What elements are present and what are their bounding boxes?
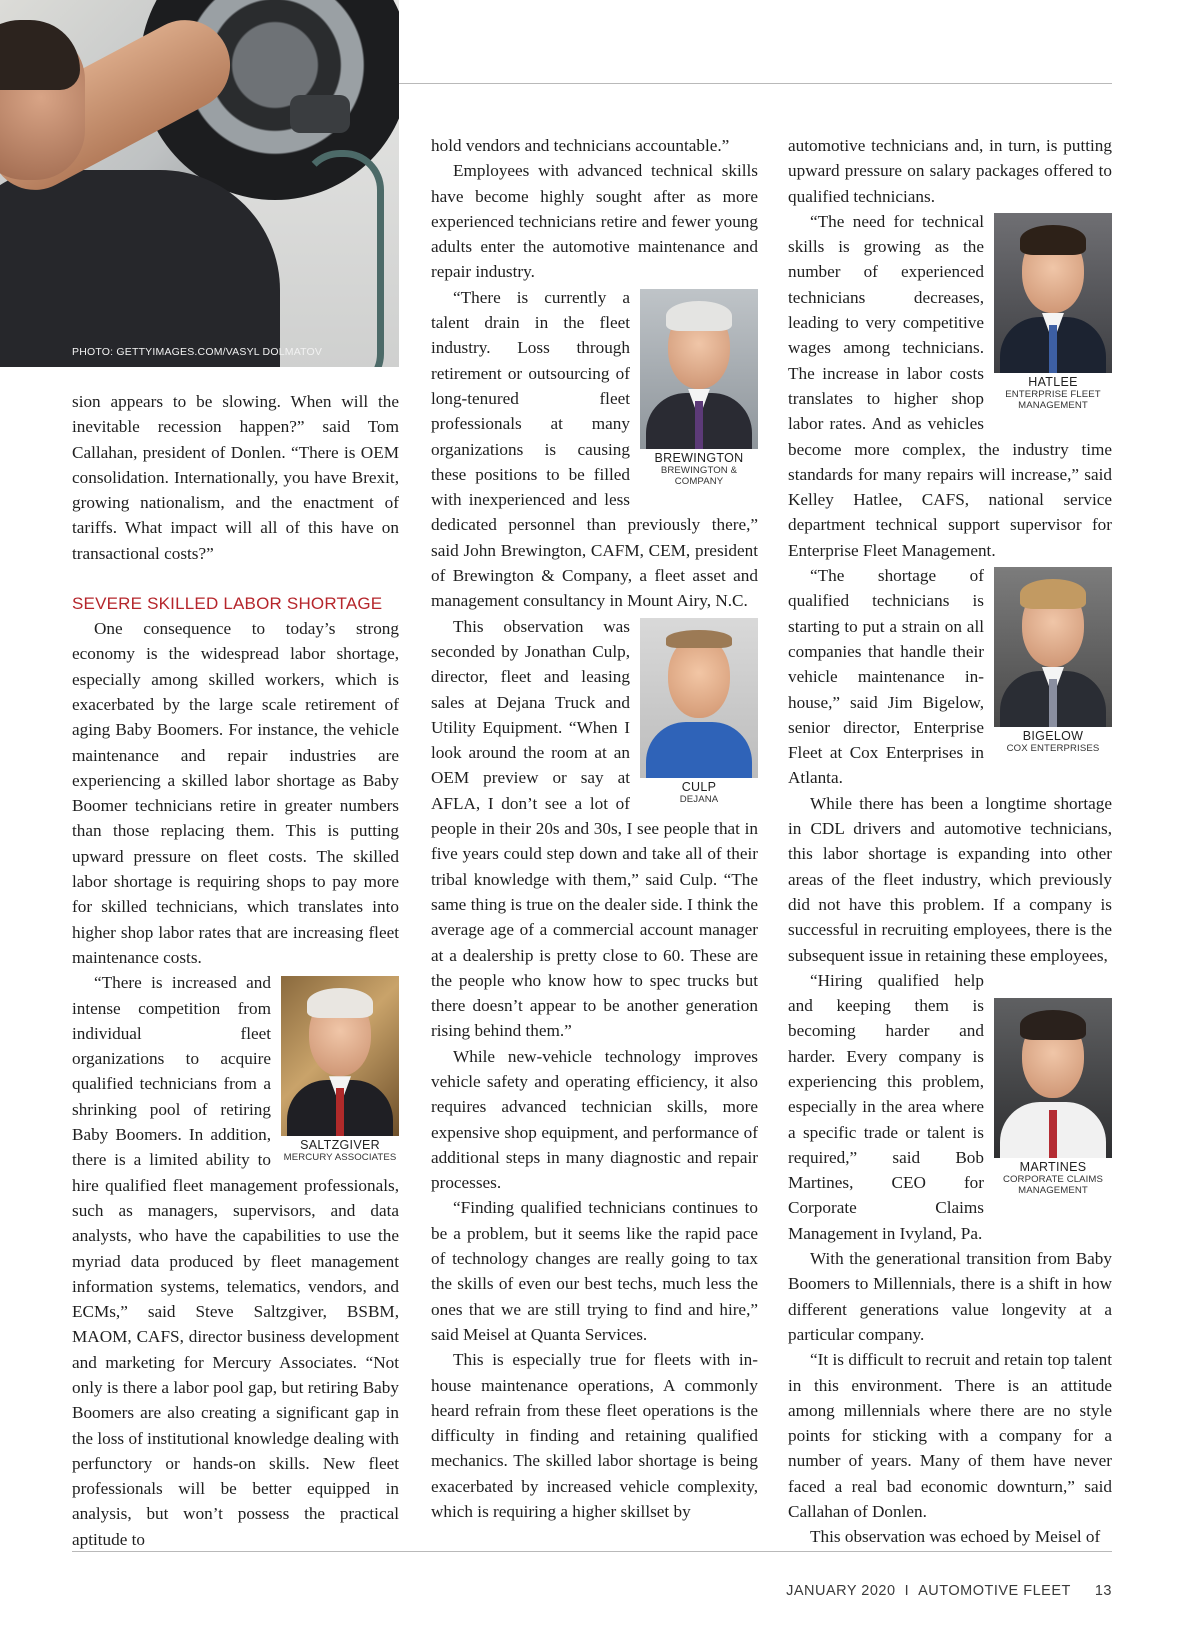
impact-wrench <box>290 95 350 133</box>
portrait-name: CULP <box>681 779 717 794</box>
paragraph: Employees with advanced technical skills have become highly sought after as more experienced technicians retire and fewer young adults enter the automotive maintenance and repair industry. <box>431 161 758 282</box>
portrait-culp <box>640 618 758 805</box>
portrait-org: MERCURY ASSOCIATES <box>283 1152 397 1164</box>
portrait-hatlee <box>994 213 1112 411</box>
portrait-name: BREWINGTON <box>654 450 744 465</box>
paragraph: This observation was seconded by Jonathan Culp, director, fleet and leasing sales at Dejana Truck and Utility Equipment. “When I look around the room at an OEM preview or say at AFLA, I don’t see a lot of people in their 20s and 30s, I see people that in five years could step down and take all of their tribal knowledge with them,” said Culp. “The same thing is true on the dealer side. I think the average age of a commercial account manager at a dealership is pretty close to 60. These are the people who know how to spec trucks but there doesn’t appear to be another generation rising behind them.” <box>431 616 758 1041</box>
paragraph: “It is difficult to recruit and retain top talent in this environment. There is an attitude among millennials where there are no style points for sticking with a company for a number of years. Many of them have never faced a real bad economic downturn,” said Callahan of Donlen. <box>788 1350 1112 1522</box>
paragraph: “There is increased and intense competition from individual fleet organizations to acquire qualified technicians from a shrinking pool of retiring Baby Boomers. In addition, there is a limited ability to hire qualified fleet management professionals, such as managers, supervisors, and data analysts, who have the capabilities to use the myriad data produced by fleet management information systems, telematics, vendors, and ECMs,” said Steve Saltzgiver, BSBM, MAOM, CAFS, director business development and marketing for Mercury Associates. “Not only is there a labor pool gap, but retiring Baby Boomers are also creating a significant gap in the loss of institutional knowledge dealing with perfunctory or hands-on skills. New fleet professionals will be better equipped in analysis, but won’t possess the practical aptitude to <box>72 973 399 1549</box>
footer-date: JANUARY 2020 <box>786 1583 896 1599</box>
paragraph: “The need for technical skills is growing as the number of experienced technicians decreases, leading to very competitive wages among technicians. The increase in labor costs translates to higher shop labor rates. And as vehicles become more complex, the industry time standards for many repairs will increase,” said Kelley Hatlee, CAFS, national service department technical support supervisor for Enterprise Fleet Management. <box>788 211 1112 560</box>
paragraph: “Finding qualified technicians continues to be a problem, but it seems like the rapid pace of technology changes are really going to tax the skills of even our best techs, much less the ones that we are still trying to find and hire,” said Meisel at Quanta Services. <box>431 1198 758 1344</box>
portrait-name: SALTZGIVER <box>300 1138 380 1153</box>
paragraph: “Hiring qualified help and keeping them is becoming harder and harder. Every company is experiencing this problem, especially in the area where a specific trade or talent is required,” said Bob Martines, CEO for Corporate Claims Management in Ivyland, Pa. <box>788 970 984 1243</box>
portrait-name: BIGELOW <box>1022 729 1084 744</box>
footer-separator: I <box>904 1583 910 1599</box>
photo-credit: PHOTO: GETTYIMAGES.COM/VASYL DOLMATOV <box>72 346 323 358</box>
page-footer <box>786 1583 1112 1599</box>
portrait-bigelow <box>994 567 1112 754</box>
portrait-org: COX ENTERPRISES <box>1006 743 1100 755</box>
portrait-name: HATLEE <box>1028 374 1078 389</box>
portrait-org: ENTERPRISE FLEET MANAGEMENT <box>1005 388 1101 411</box>
column-1 <box>72 389 399 1552</box>
portrait-name: MARTINES <box>1019 1159 1087 1174</box>
section-subhead: SEVERE SKILLED LABOR SHORTAGE <box>72 594 383 614</box>
portrait-org: BREWINGTON & COMPANY <box>660 464 738 487</box>
portrait-brewington <box>640 289 758 487</box>
paragraph: sion appears to be slowing. When will the inevitable recession happen?” said Tom Callahan, president of Donlen. “There is OEM consolidation. Internationally, you have Brexit, growing nationalism, and the enactment of tariffs. What impact will all of this have on transactional costs?” <box>72 392 399 563</box>
paragraph: hold vendors and technicians accountable.” <box>431 136 730 155</box>
portrait-saltzgiver <box>281 976 399 1163</box>
paragraph: With the generational transition from Baby Boomers to Millennials, there is a shift in how different generations value longevity at a particular company. <box>788 1249 1112 1344</box>
paragraph: While new-vehicle technology improves vehicle safety and operating efficiency, it also requires advanced technician skills, more expensive shop equipment, and performance of additional steps in many diagnostic and repair processes. <box>431 1046 758 1193</box>
column-3 <box>788 133 1112 1550</box>
top-rule <box>399 83 1112 84</box>
page-number: 13 <box>1094 1583 1112 1599</box>
hero-photo <box>0 0 399 367</box>
paragraph: “The shortage of qualified technicians is starting to put a strain on all companies that handle their vehicle maintenance in-house,” said Jim Bigelow, senior director, Enterprise Fleet at Cox Enterprises in Atlanta. <box>788 566 984 788</box>
paragraph: One consequence to today’s strong economy is the widespread labor shortage, especially among skilled workers, which is exacerbated by the large scale retirement of aging Baby Boomers. For instance, the vehicle maintenance and repair industries are experiencing a skilled labor shortage as Baby Boomer technicians retire in greater numbers than those replacing them. This is putting upward pressure on fleet costs. The skilled labor shortage is requiring shops to pay more for skilled technicians, which translates into higher shop labor rates that are increasing fleet maintenance costs. <box>72 619 399 967</box>
paragraph: “There is currently a talent drain in the fleet industry. Loss through retirement or outsourcing of long-tenured fleet professionals at many organizations is causing these positions to be filled with inexperienced and less dedicated personnel than previously there,” said John Brewington, CAFM, CEM, president of Brewington & Company, a fleet asset and management consultancy in Mount Airy, N.C. <box>431 287 758 611</box>
column-2 <box>431 133 758 1524</box>
paragraph: This observation was echoed by Meisel of <box>810 1527 1101 1547</box>
paragraph: While there has been a longtime shortage in CDL drivers and automotive technicians, this labor shortage is expanding into other areas of the fleet industry, which previously did not have this problem. If a company is successful in recruiting employees, there is the subsequent issue in retaining these employees, <box>788 793 1112 965</box>
bottom-rule <box>72 1551 1112 1552</box>
paragraph: This is especially true for fleets with in-house maintenance operations, A commonly heard refrain from these fleet operations is the difficulty in finding and retaining qualified mechanics. The skilled labor shortage is being exacerbated by increased vehicle complexity, which is requiring a higher skillset by <box>431 1350 758 1522</box>
footer-publication: AUTOMOTIVE FLEET <box>918 1583 1071 1599</box>
portrait-org: CORPORATE CLAIMS MANAGEMENT <box>1002 1173 1104 1196</box>
paragraph: automotive technicians and, in turn, is putting upward pressure on salary packages offered to qualified technicians. <box>788 136 1112 206</box>
portrait-martines <box>994 998 1112 1196</box>
portrait-org: DEJANA <box>679 793 719 805</box>
